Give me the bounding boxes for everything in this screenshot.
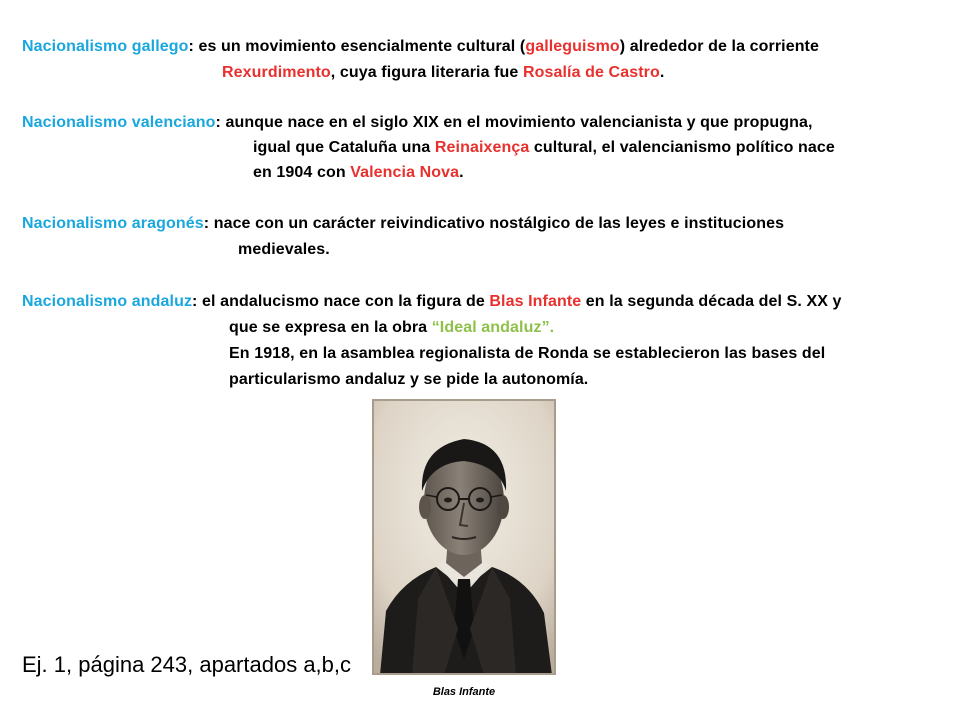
text-run: : el andalucismo nace con la figura de [192, 293, 490, 310]
text-run: Blas Infante [489, 293, 582, 310]
valenciano-line-2 [253, 137, 835, 159]
text-run: , cuya figura literaria fue [330, 64, 523, 81]
aragones-line-1 [22, 213, 784, 235]
text-run: Rexurdimento [222, 64, 331, 81]
gallego-line-1 [22, 36, 819, 58]
text-run: : aunque nace en el siglo XIX en el movimiento valencianista y que propugna, [215, 114, 813, 131]
text-run: ) alrededor de la corriente [619, 38, 819, 55]
text-run: Reinaixença [434, 139, 530, 156]
text-run: en la segunda década del S. XX y [581, 293, 842, 310]
exercise-reference: Ej. 1, página 243, apartados a,b,c [22, 652, 352, 677]
text-run: Nacionalismo andaluz [22, 293, 193, 310]
photo-caption: Blas Infante [432, 686, 496, 698]
text-run: “Ideal andaluz”. [431, 319, 555, 336]
text-run: En 1918, en la asamblea regionalista de Ronda se establecieron las bases del [229, 345, 826, 362]
text-run: Valencia Nova [350, 164, 460, 181]
gallego-line-2 [222, 62, 664, 84]
aragones-line-2 [238, 239, 330, 261]
text-run: medievales. [238, 241, 330, 258]
text-run: galleguismo [525, 38, 620, 55]
text-run: . [459, 164, 464, 181]
text-run: cultural, el valencianismo político nace [529, 139, 835, 156]
text-run: Nacionalismo gallego [22, 38, 189, 55]
text-run: particularismo andaluz y se pide la autonomía. [229, 371, 589, 388]
portrait-image [372, 399, 556, 675]
portrait-photo [372, 399, 556, 675]
text-run: : nace con un carácter reivindicativo nostálgico de las leyes e instituciones [203, 215, 785, 232]
text-run: . [659, 64, 665, 81]
text-run: Nacionalismo aragonés [22, 215, 204, 232]
text-run: : es un movimiento esencialmente cultural ( [188, 38, 526, 55]
text-run: en 1904 con [253, 164, 351, 181]
text-run: Rosalía de Castro [522, 64, 660, 81]
text-run: Nacionalismo valenciano [22, 114, 216, 131]
andaluz-line-2 [229, 317, 554, 339]
text-run: igual que Cataluña una [253, 139, 435, 156]
andaluz-line-4 [229, 369, 588, 391]
valenciano-line-1 [22, 112, 813, 134]
andaluz-line-1 [22, 291, 842, 313]
text-run: que se expresa en la obra [229, 319, 432, 336]
andaluz-line-3 [229, 343, 825, 365]
valenciano-line-3 [253, 162, 464, 184]
